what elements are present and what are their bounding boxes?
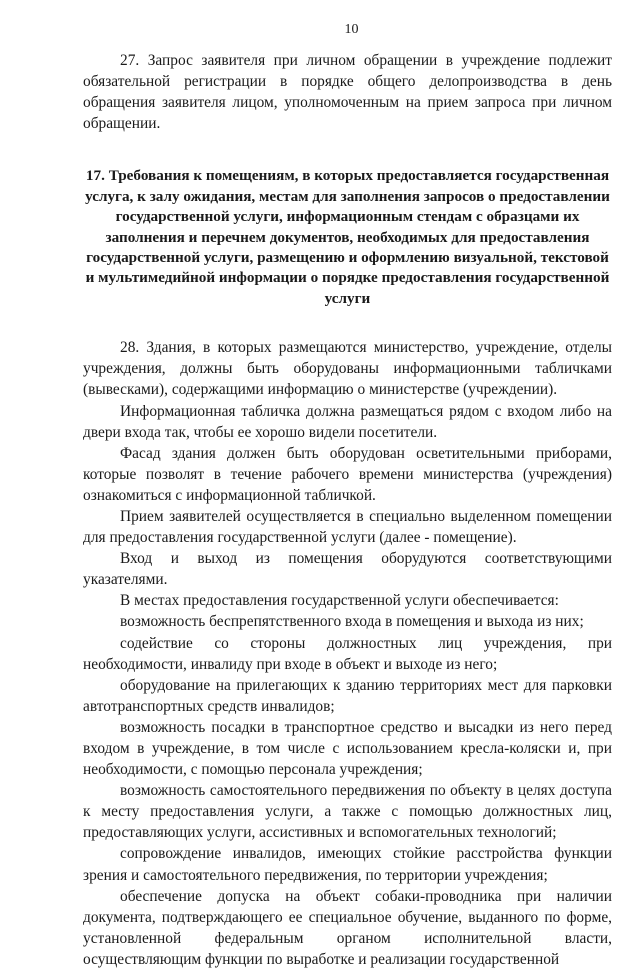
list-item: возможность беспрепятственного входа в помещения и выхода из них; (120, 613, 584, 631)
paragraph: 28. Здания, в которых размещаются министерство, учреждение, отделы учреждения, должны быть оборудованы информационными табличками (вывесками), содержащими информацию о министерстве (учреждении). (83, 339, 612, 399)
paragraph: Фасад здания должен быть оборудован осветительными приборами, которые позволят в течение рабочего времени министерства (учреждения) ознакомиться с информационной табличкой. (83, 444, 612, 504)
list-item: сопровождение инвалидов, имеющих стойкие расстройства функции зрения и самостоятельного передвижения, по территории учреждения; (83, 845, 612, 884)
paragraph: В местах предоставления государственной услуги обеспечивается: (120, 592, 559, 610)
section-body (83, 337, 612, 970)
page-number: 10 (344, 22, 359, 37)
paragraph: Прием заявителей осуществляется в специально выделенном помещении для предоставления государственной услуги (далее - помещение). (83, 507, 612, 547)
paragraph: Вход и выход из помещения оборудуются соответствующими указателями. (83, 550, 612, 589)
paragraph: Информационная табличка должна размещаться рядом с входом либо на двери входа так, чтобы ее хорошо видели посетители. (83, 402, 612, 441)
list-item: возможность посадки в транспортное средство и высадки из него перед входом в учреждение, в том числе с использованием кресла-коляски и, при необходимости, с помощью персонала учреждения; (83, 718, 612, 779)
paragraph-27: 27. Запрос заявителя при личном обращении в учреждение подлежит обязательной регистрации в порядке общего делопроизводства в день обращения заявителя лицом, уполномоченным на прием запроса при личном обращении. (83, 52, 612, 133)
list-item: возможность самостоятельного передвижения по объекту в целях доступа к месту предоставления услуги, а также с помощью должностных лиц, предоставляющих услуги, ассистивных и вспомогательных технологий; (83, 782, 612, 842)
list-item: содействие со стороны должностных лиц учреждения, при необходимости, инвалиду при входе в объект и выходе из него; (83, 634, 612, 673)
list-item: оборудование на прилегающих к зданию территориях мест для парковки автотранспортных средств инвалидов; (83, 676, 612, 715)
section-heading: 17. Требования к помещениям, в которых предоставляется государственная услуга, к залу ожидания, местам для заполнения запросов о предоставлении государственной услуги, информационным стендам с образцами их заполнения и перечнем документов, необходимых для предоставления государственной услуги, размещению и оформлению визуальной, текстовой и мультимедийной информации о порядке предоставления государственной услуги (85, 167, 610, 307)
list-item: обеспечение допуска на объект собаки-проводника при наличии документа, подтверждающего ее специальное обучение, выданного по форме, установленной федеральным органом исполнительной власти, осуществляющим функции по выработке и реализации государственной (83, 887, 612, 968)
